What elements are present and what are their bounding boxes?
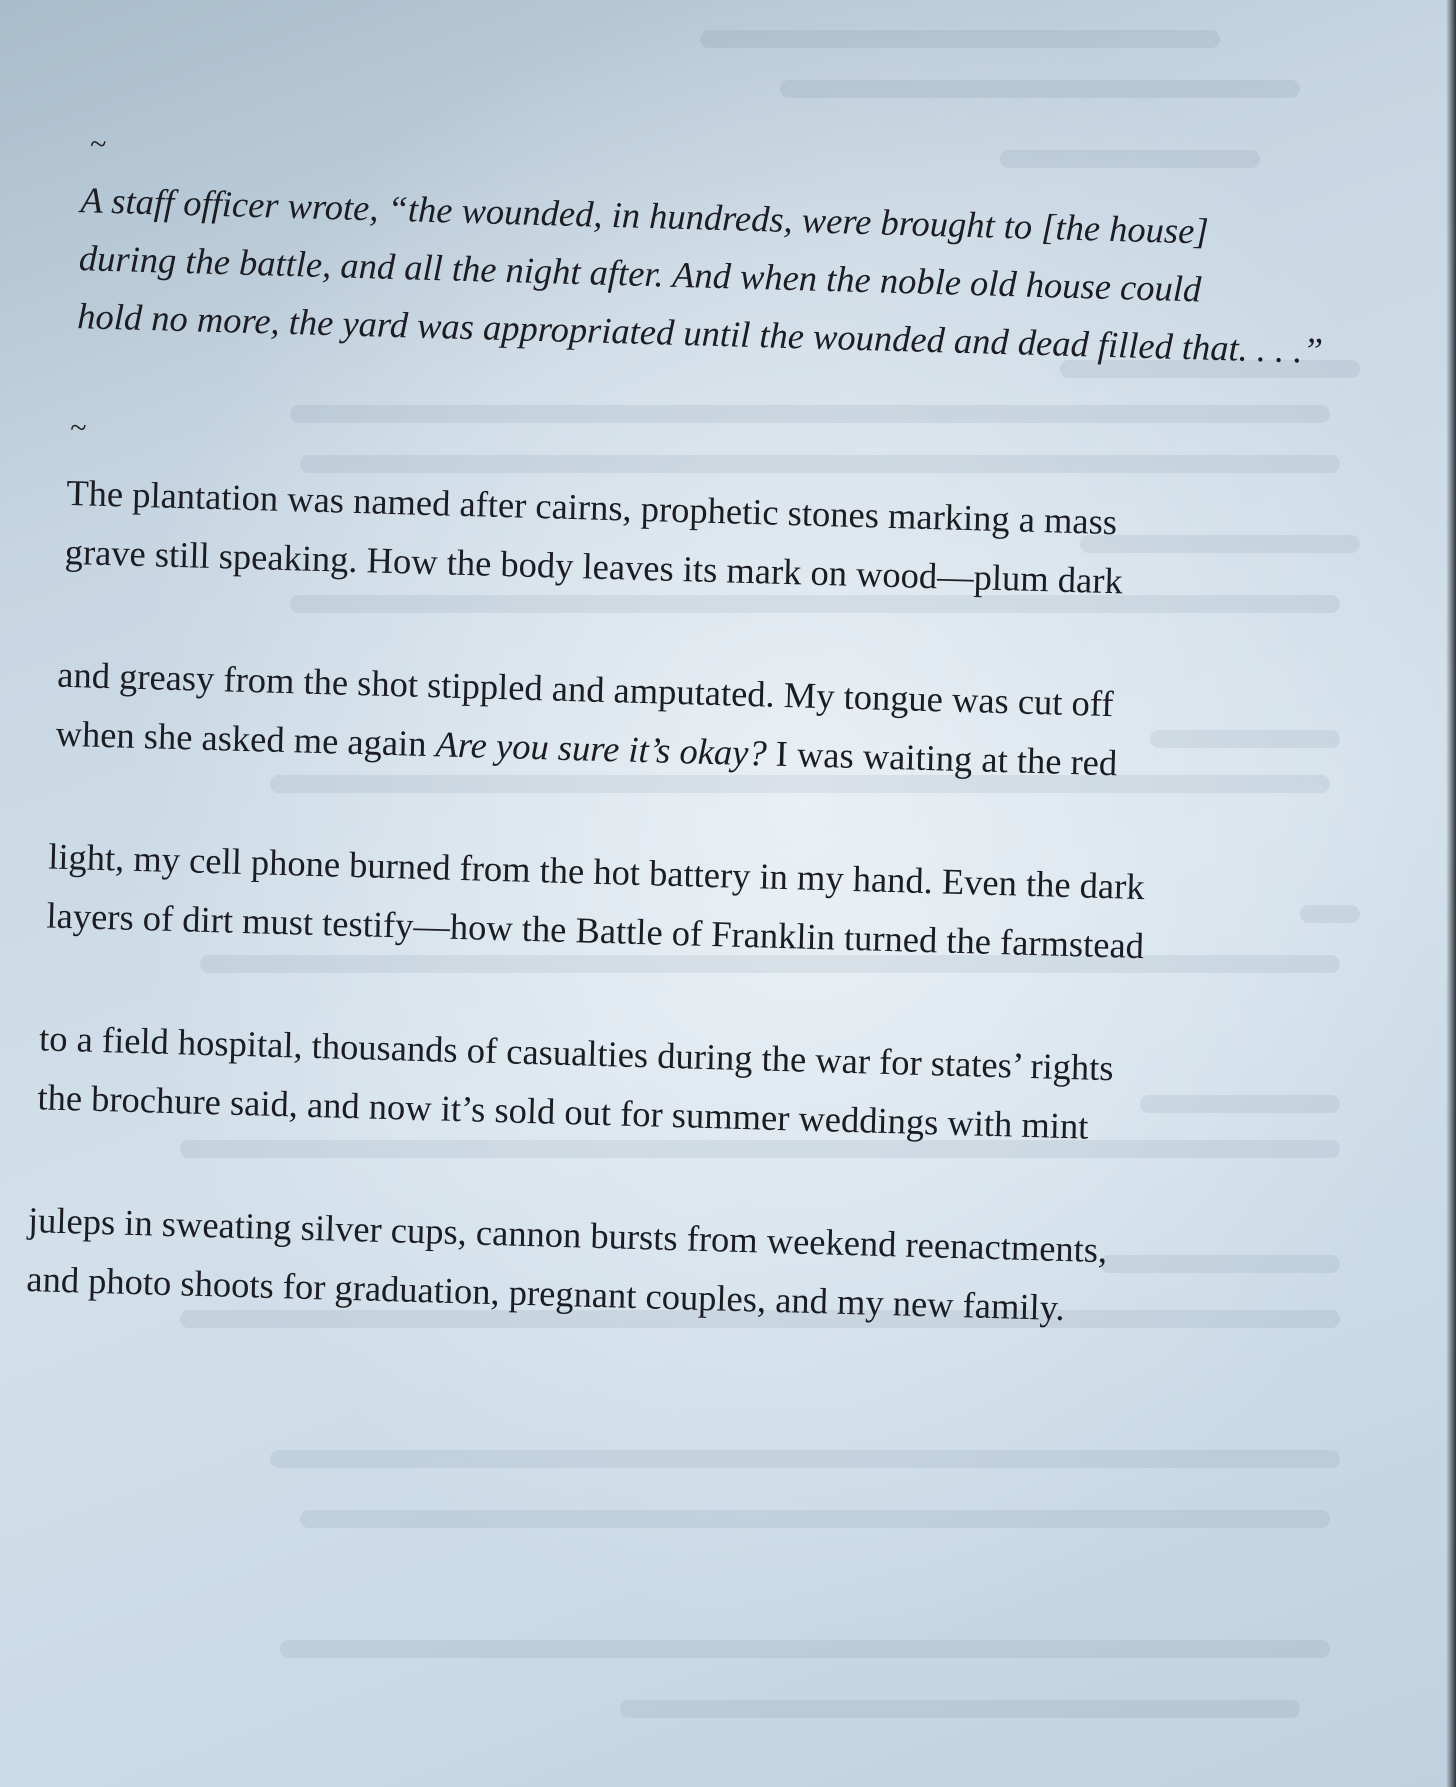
italic-question: Are you sure it’s okay? — [435, 723, 768, 774]
stanza — [37, 1008, 1360, 1163]
stanza — [64, 463, 1387, 618]
poem-line: juleps in sweating silver cups, cannon bursts from weekend reenactments, — [27, 1199, 1108, 1271]
poem-line: and photo shoots for graduation, pregnant couples, and my new family. — [25, 1258, 1066, 1329]
poem-line: The plantation was named after cairns, prophetic stones marking a mass — [65, 471, 1118, 543]
section-mark: ~ — [69, 410, 87, 445]
poem-line: grave still speaking. How the body leaves its mark on wood—plum dark — [64, 530, 1124, 602]
poem-line: and greasy from the shot stippled and amputated. My tongue was cut off — [56, 653, 1115, 725]
poem-line: layers of dirt must testify—how the Battle of Franklin turned the farmstead — [46, 894, 1145, 967]
section-mark: ~ — [89, 127, 107, 161]
poem-line-part: when she asked me again — [55, 712, 437, 765]
poem-line-part: I was waiting at the red — [766, 732, 1118, 784]
stanza — [46, 827, 1369, 982]
stanza — [26, 1190, 1349, 1345]
poem-line: light, my cell phone burned from the hot battery in my hand. Even the dark — [47, 835, 1146, 908]
quote-line: hold no more, the yard was appropriated until the wounded and dead filled that. . . .” — [76, 295, 1324, 371]
poem-line: the brochure said, and now it’s sold out for summer weddings with mint — [36, 1076, 1089, 1147]
book-gutter-edge — [1446, 0, 1456, 1787]
stanza — [55, 645, 1378, 800]
quote-line: A staff officer wrote, “the wounded, in hundreds, were brought to [the house] — [80, 179, 1210, 252]
poem-line: to a field hospital, thousands of casualties during the war for states’ rights — [38, 1017, 1115, 1089]
italic-quote — [77, 171, 1401, 382]
quote-line: during the battle, and all the night after. And when the noble old house could — [78, 237, 1202, 310]
